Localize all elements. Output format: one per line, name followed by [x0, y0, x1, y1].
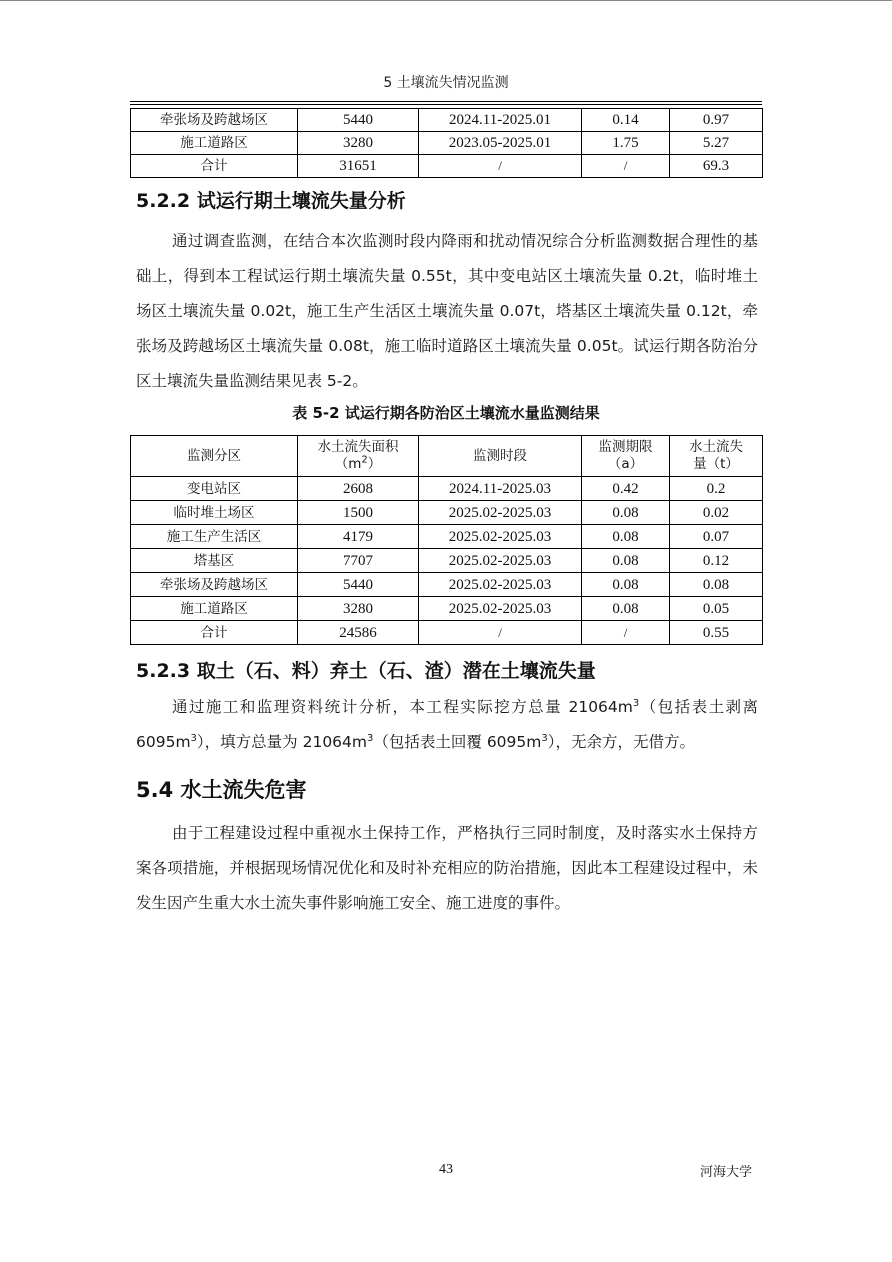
table-cell: 2024.11-2025.03	[419, 477, 582, 501]
table-cell: 0.07	[670, 525, 763, 549]
table-cell: 变电站区	[131, 477, 298, 501]
table-cell: 0.14	[582, 109, 670, 132]
table-cell: 2023.05-2025.01	[419, 132, 582, 155]
section-heading-5-2-3: 5.2.3 取土（石、料）弃土（石、渣）潜在土壤流失量	[136, 660, 596, 682]
table-header-row	[131, 436, 763, 477]
header-area: 水土流失面积 $(m^2)$	[298, 436, 419, 477]
table-cell: 施工道路区	[131, 597, 298, 621]
table-5-2	[130, 435, 763, 645]
table-cell: /	[419, 621, 582, 645]
header-rule	[130, 104, 762, 105]
table-cell: 0.08	[582, 597, 670, 621]
table-cell: /	[582, 621, 670, 645]
table-cell: 施工生产生活区	[131, 525, 298, 549]
table-cell: 0.08	[582, 501, 670, 525]
table-cell: 2025.02-2025.03	[419, 597, 582, 621]
paragraph-5-2-2: 通过调查监测，在结合本次监测时段内降雨和扰动情况综合分析监测数据合理性的基础上，得到本工程试运行期土壤流失量 0.55t，其中变电站区土壤流失量 0.2t，临时堆土场区土壤流失量 0.02t，施工生产生活区土壤流失量 0.07t，塔基区土壤流失量 0.12t，牵张场及跨越场区土壤流失量 0.08t，施工临时道路区土壤流失量 0.05t。试运行期各防治分区土壤流失量监测结果见表 5-2。	[136, 232, 758, 390]
table-cell: 塔基区	[131, 549, 298, 573]
table-cell: 施工道路区	[131, 132, 298, 155]
header-limit: 监测期限 （a）	[582, 436, 670, 477]
table-cell: /	[419, 155, 582, 178]
table-cell: 7707	[298, 549, 419, 573]
header-zone: 监测分区	[131, 436, 298, 477]
table-cell: 31651	[298, 155, 419, 178]
table-cell: 69.3	[670, 155, 763, 178]
table-cell: 4179	[298, 525, 419, 549]
table-cell: 5440	[298, 109, 419, 132]
table-cell: 0.42	[582, 477, 670, 501]
page-top-border	[0, 0, 892, 1]
table-row	[131, 501, 763, 525]
table-cell: 3280	[298, 597, 419, 621]
table-cell: 0.05	[670, 597, 763, 621]
table-5-1-continuation	[130, 108, 763, 178]
table-cell: 0.02	[670, 501, 763, 525]
table-row	[131, 621, 763, 645]
table-row	[131, 573, 763, 597]
table-row	[131, 477, 763, 501]
page-number: 43	[439, 1162, 453, 1177]
table-row	[131, 155, 763, 178]
table-cell: 0.97	[670, 109, 763, 132]
table-cell: 0.08	[582, 573, 670, 597]
section-heading-5-4: 5.4 水土流失危害	[136, 778, 307, 802]
table-cell: 2025.02-2025.03	[419, 549, 582, 573]
table-row	[131, 549, 763, 573]
table-caption: 表 5-2 试运行期各防治区土壤流水量监测结果	[292, 404, 600, 422]
table-cell: 0.08	[670, 573, 763, 597]
section-heading-5-2-2: 5.2.2 试运行期土壤流失量分析	[136, 190, 406, 212]
header-rule	[130, 101, 762, 102]
table-cell: 2025.02-2025.03	[419, 501, 582, 525]
table-cell: 1.75	[582, 132, 670, 155]
table-cell: 0.08	[582, 549, 670, 573]
table-cell: 牵张场及跨越场区	[131, 109, 298, 132]
table-cell: /	[582, 155, 670, 178]
table-row	[131, 132, 763, 155]
paragraph-5-4: 由于工程建设过程中重视水土保持工作，严格执行三同时制度，及时落实水土保持方案各项措施，并根据现场情况优化和及时补充相应的防治措施，因此本工程建设过程中，未发生因产生重大水土流失事件影响施工安全、施工进度的事件。	[136, 824, 758, 912]
table-row	[131, 525, 763, 549]
table-cell: 2025.02-2025.03	[419, 573, 582, 597]
table-cell: 1500	[298, 501, 419, 525]
table-cell: 0.08	[582, 525, 670, 549]
paragraph-5-2-3: 通过施工和监理资料统计分析，本工程实际挖方总量 $21064m^3$（包括表土剥离 $6095m^3$），填方总量为 $21064m^3$（包括表土回覆 $6095m^3$），无余方，无借方。	[136, 697, 758, 751]
table-cell: 5440	[298, 573, 419, 597]
table-cell: 0.55	[670, 621, 763, 645]
table-cell: 2025.02-2025.03	[419, 525, 582, 549]
header-amount: 水土流失 量（t）	[670, 436, 763, 477]
table-cell: 合计	[131, 621, 298, 645]
table-cell: 24586	[298, 621, 419, 645]
table-cell: 0.2	[670, 477, 763, 501]
table-cell: 3280	[298, 132, 419, 155]
running-header: 5 土壤流失情况监测	[383, 75, 509, 91]
institution-name: 河海大学	[700, 1165, 753, 1180]
table-cell: 2024.11-2025.01	[419, 109, 582, 132]
table-cell: 5.27	[670, 132, 763, 155]
table-cell: 0.12	[670, 549, 763, 573]
table-row	[131, 109, 763, 132]
table-cell: 临时堆土场区	[131, 501, 298, 525]
table-cell: 2608	[298, 477, 419, 501]
table-cell: 合计	[131, 155, 298, 178]
table-row	[131, 597, 763, 621]
table-cell: 牵张场及跨越场区	[131, 573, 298, 597]
header-period: 监测时段	[419, 436, 582, 477]
